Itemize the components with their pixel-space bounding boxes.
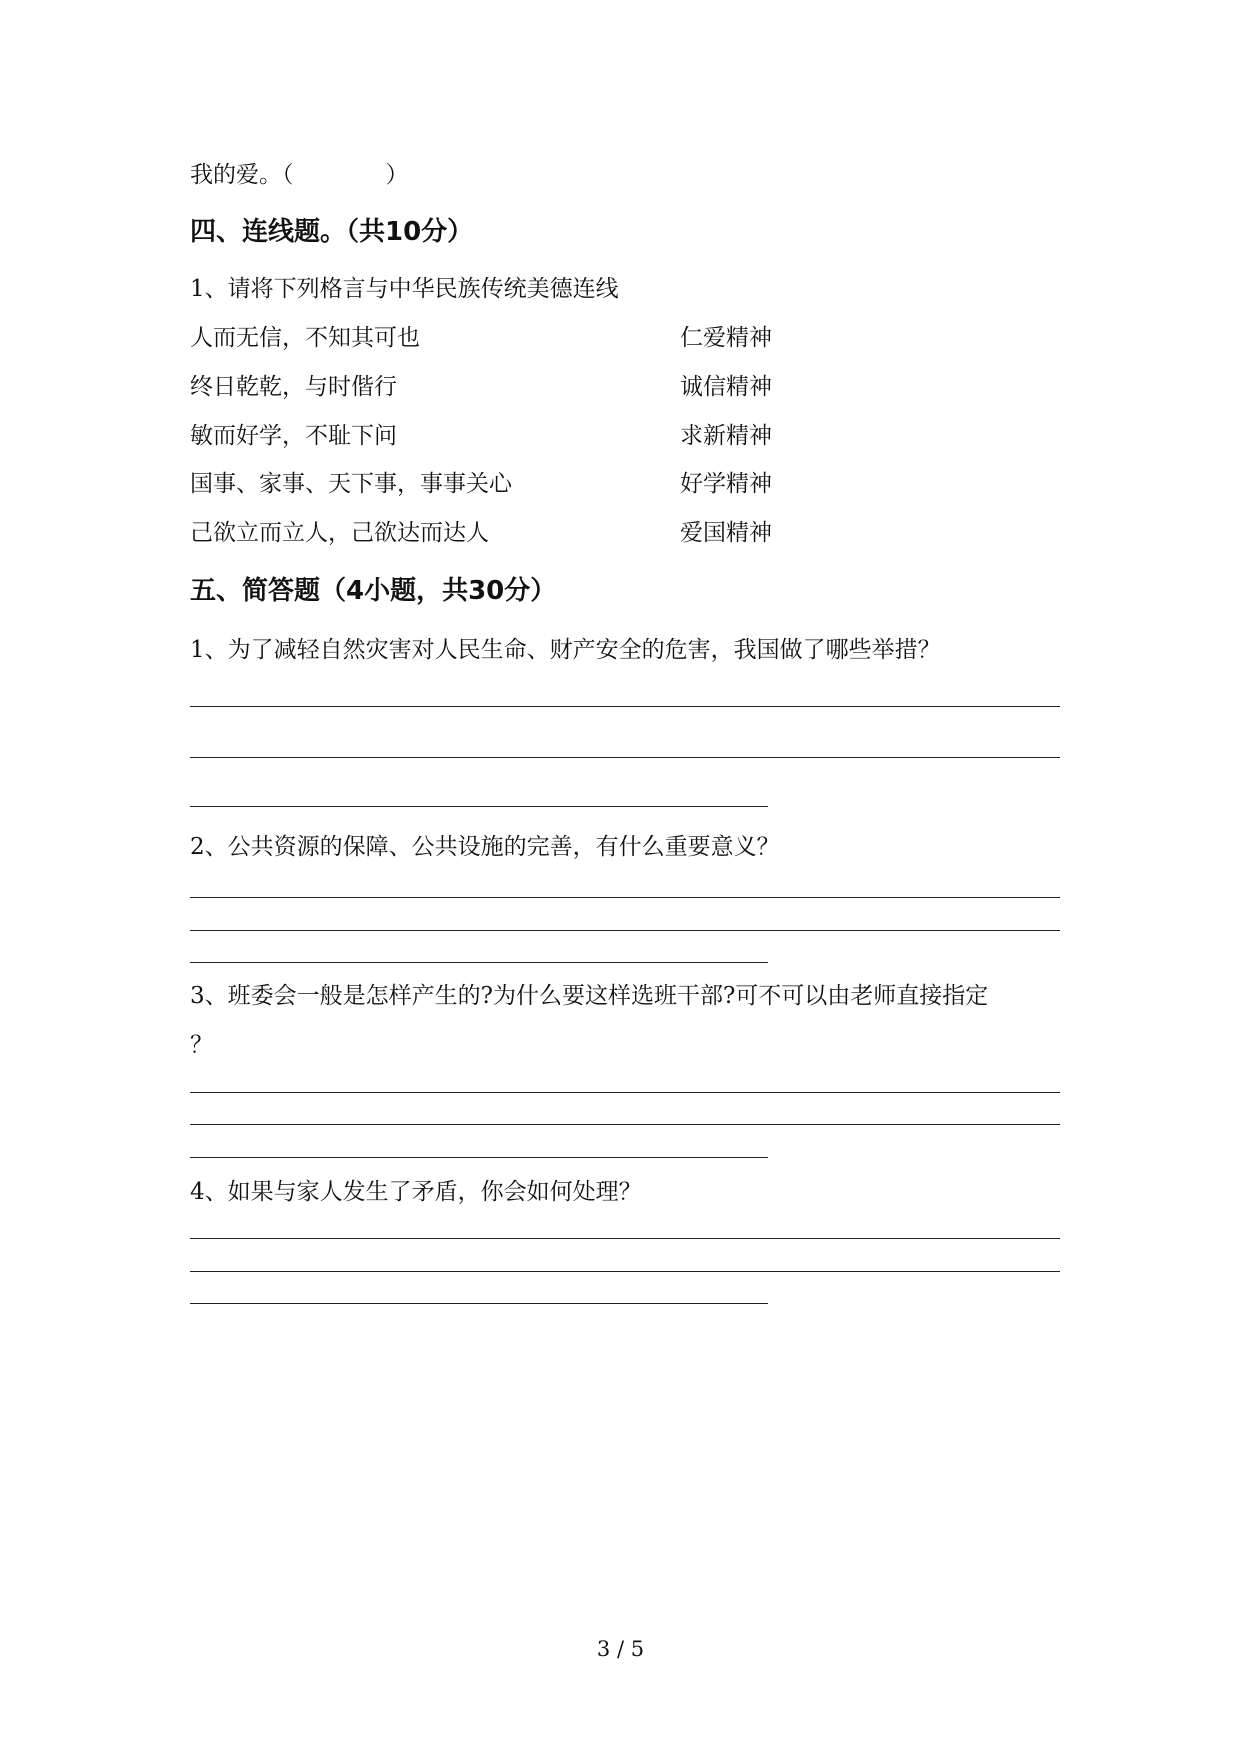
virtue-item: 好学精神 — [680, 471, 772, 497]
short-answer-question: 2、公共资源的保障、公共设施的完善，有什么重要意义？ — [190, 834, 780, 860]
answer-line[interactable] — [190, 1303, 768, 1304]
answer-line[interactable] — [190, 806, 768, 807]
answer-line[interactable] — [190, 1157, 768, 1158]
virtue-item: 求新精神 — [680, 423, 772, 449]
virtue-item: 仁爱精神 — [680, 325, 772, 351]
short-answer-question: 1、为了减轻自然灾害对人民生命、财产安全的危害，我国做了哪些举措？ — [190, 637, 941, 663]
section-4-heading: 四、连线题。（共10分） — [190, 217, 474, 247]
answer-line[interactable] — [190, 706, 1060, 707]
short-answer-question: 4、如果与家人发生了矛盾，你会如何处理？ — [190, 1179, 642, 1205]
answer-line[interactable] — [190, 757, 1060, 758]
section-4-question: 1、请将下列格言与中华民族传统美德连线 — [190, 276, 619, 302]
answer-line[interactable] — [190, 1092, 1060, 1093]
maxim-item: 终日乾乾，与时偕行 — [190, 374, 397, 400]
answer-line[interactable] — [190, 1271, 1060, 1272]
page-number: 3 / 5 — [596, 1637, 645, 1661]
answer-line[interactable] — [190, 962, 768, 963]
answer-line[interactable] — [190, 897, 1060, 898]
question-continuation: ？ — [190, 1032, 213, 1058]
answer-line[interactable] — [190, 1124, 1060, 1125]
maxim-item: 敏而好学，不耻下问 — [190, 423, 397, 449]
short-answer-question: 3、班委会一般是怎样产生的?为什么要这样选班干部?可不可以由老师直接指定 — [190, 983, 989, 1009]
maxim-item: 人而无信，不知其可也 — [190, 325, 420, 351]
section-5-heading: 五、简答题（4小题，共30分） — [190, 576, 557, 606]
maxim-item: 己欲立而立人，己欲达而达人 — [190, 520, 489, 546]
answer-line[interactable] — [190, 930, 1060, 931]
answer-line[interactable] — [190, 1238, 1060, 1239]
previous-question-tail: 我的爱。（ ） — [190, 162, 409, 188]
virtue-item: 爱国精神 — [680, 520, 772, 546]
maxim-item: 国事、家事、天下事，事事关心 — [190, 471, 512, 497]
virtue-item: 诚信精神 — [680, 374, 772, 400]
